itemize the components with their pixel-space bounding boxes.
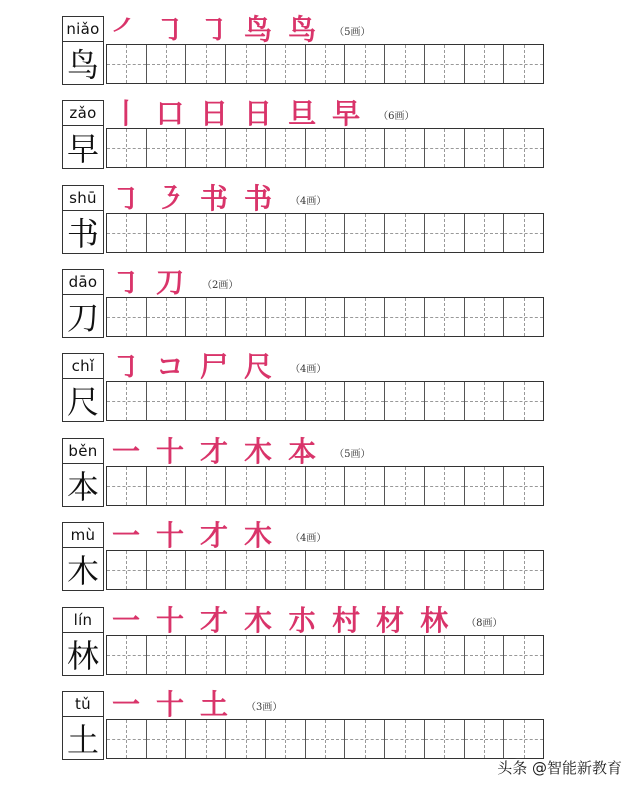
practice-cell[interactable] [465,298,505,336]
practice-cell[interactable] [186,720,226,758]
practice-cell[interactable] [465,129,505,167]
practice-cell[interactable] [266,298,306,336]
character-row [0,181,640,263]
pinyin-label: niǎo [62,16,104,42]
practice-cell[interactable] [425,214,465,252]
practice-cell[interactable] [345,636,385,674]
practice-cell[interactable] [504,636,543,674]
stroke-step: 尸 [200,350,229,383]
practice-cell[interactable] [504,720,543,758]
practice-cell[interactable] [186,382,226,420]
stroke-step: ㇆ [156,13,185,46]
practice-cell[interactable] [465,214,505,252]
practice-cell[interactable] [147,45,187,83]
practice-cell[interactable] [107,298,147,336]
stroke-step: ㇆ [200,13,229,46]
practice-cell[interactable] [186,129,226,167]
stroke-step: 一 [112,604,141,637]
practice-cell[interactable] [147,298,187,336]
practice-cell[interactable] [345,129,385,167]
practice-cell[interactable] [226,45,266,83]
character-label: 本 [62,463,104,507]
character-row [0,265,640,347]
practice-cell[interactable] [306,720,346,758]
stroke-step: 林 [420,604,449,637]
stroke-step: ㇋ [156,182,185,215]
practice-cell[interactable] [465,551,505,589]
practice-cell[interactable] [306,636,346,674]
practice-cell[interactable] [266,636,306,674]
stroke-step: 一 [112,688,141,721]
character-row [0,434,640,516]
practice-cell[interactable] [226,467,266,505]
practice-cell[interactable] [147,636,187,674]
stroke-step: 刀 [156,266,185,299]
practice-cell[interactable] [306,382,346,420]
practice-cell[interactable] [345,551,385,589]
practice-cell[interactable] [306,551,346,589]
character-label: 尺 [62,378,104,422]
practice-cell[interactable] [107,129,147,167]
practice-cell[interactable] [425,720,465,758]
character-row [0,518,640,600]
practice-cell[interactable] [266,382,306,420]
practice-cell[interactable] [504,467,543,505]
stroke-step: 木 [244,435,273,468]
stroke-order [112,605,503,637]
character-row [0,12,640,94]
stroke-step: 早 [332,97,361,130]
practice-cell[interactable] [385,467,425,505]
character-row [0,603,640,685]
practice-cell[interactable] [504,45,543,83]
pinyin-label: zǎo [62,100,104,126]
practice-cell[interactable] [147,382,187,420]
stroke-count: （5画） [334,448,371,460]
character-row [0,96,640,178]
stroke-order [112,351,326,383]
practice-grid [106,550,544,590]
stroke-order [112,436,370,468]
stroke-count: （6画） [378,110,415,122]
practice-cell[interactable] [385,551,425,589]
practice-cell[interactable] [345,214,385,252]
practice-cell[interactable] [504,382,543,420]
practice-cell[interactable] [504,551,543,589]
practice-cell[interactable] [147,551,187,589]
practice-cell[interactable] [266,720,306,758]
character-label: 林 [62,632,104,676]
practice-cell[interactable] [425,467,465,505]
practice-cell[interactable] [385,298,425,336]
stroke-step: ㇆ [112,350,141,383]
practice-cell[interactable] [147,129,187,167]
stroke-step: 尺 [244,350,273,383]
stroke-count: （8画） [466,617,503,629]
practice-cell[interactable] [385,636,425,674]
practice-grid [106,381,544,421]
practice-cell[interactable] [425,298,465,336]
practice-cell[interactable] [465,467,505,505]
stroke-step: 朩 [288,604,317,637]
practice-cell[interactable] [266,45,306,83]
practice-cell[interactable] [107,720,147,758]
practice-cell[interactable] [226,720,266,758]
practice-cell[interactable] [425,45,465,83]
practice-grid [106,213,544,253]
stroke-step: 鸟 [288,13,317,46]
practice-cell[interactable] [186,551,226,589]
stroke-step: ㇒ [112,13,141,46]
practice-cell[interactable] [425,551,465,589]
practice-grid [106,635,544,675]
practice-cell[interactable] [306,467,346,505]
stroke-count: （4画） [290,195,327,207]
character-label: 刀 [62,294,104,338]
practice-grid [106,44,544,84]
stroke-order [112,14,370,46]
practice-grid [106,297,544,337]
practice-cell[interactable] [107,551,147,589]
stroke-step: 一 [112,435,141,468]
practice-cell[interactable] [504,214,543,252]
practice-cell[interactable] [385,214,425,252]
practice-cell[interactable] [186,214,226,252]
practice-cell[interactable] [107,382,147,420]
stroke-count: （4画） [290,532,327,544]
character-label: 土 [62,716,104,760]
stroke-order [112,520,326,552]
character-label: 鸟 [62,41,104,85]
pinyin-label: chǐ [62,353,104,379]
practice-cell[interactable] [186,298,226,336]
character-label: 书 [62,210,104,254]
practice-cell[interactable] [226,214,266,252]
practice-cell[interactable] [107,214,147,252]
stroke-step: 木 [244,604,273,637]
practice-cell[interactable] [226,382,266,420]
practice-cell[interactable] [107,467,147,505]
practice-cell[interactable] [425,636,465,674]
practice-cell[interactable] [186,467,226,505]
stroke-order [112,689,282,721]
practice-cell[interactable] [266,129,306,167]
practice-cell[interactable] [425,382,465,420]
practice-cell[interactable] [147,214,187,252]
character-label: 木 [62,547,104,591]
practice-cell[interactable] [504,298,543,336]
practice-cell[interactable] [226,551,266,589]
stroke-count: （5画） [334,26,371,38]
practice-cell[interactable] [425,129,465,167]
practice-cell[interactable] [107,45,147,83]
stroke-step: 村 [332,604,361,637]
stroke-step: ㇆ [112,266,141,299]
character-row [0,349,640,431]
stroke-step: 十 [156,519,185,552]
pinyin-label: shū [62,185,104,211]
practice-cell[interactable] [465,636,505,674]
practice-cell[interactable] [306,45,346,83]
practice-cell[interactable] [345,382,385,420]
stroke-step: 一 [112,519,141,552]
stroke-step: 十 [156,688,185,721]
stroke-order [112,267,238,299]
pinyin-label: tǔ [62,691,104,717]
practice-grid [106,128,544,168]
pinyin-label: lín [62,607,104,633]
stroke-step: 才 [200,604,229,637]
stroke-count: （2画） [202,279,239,291]
practice-cell[interactable] [226,636,266,674]
stroke-step: コ [156,350,185,383]
practice-cell[interactable] [465,382,505,420]
stroke-step: 土 [200,688,229,721]
stroke-step: 十 [156,435,185,468]
practice-cell[interactable] [465,45,505,83]
practice-cell[interactable] [226,298,266,336]
pinyin-label: mù [62,522,104,548]
stroke-step: 丨 [112,97,141,130]
stroke-count: （4画） [290,363,327,375]
character-label: 早 [62,125,104,169]
practice-cell[interactable] [385,45,425,83]
stroke-step: 日 [200,97,229,130]
practice-cell[interactable] [385,720,425,758]
practice-cell[interactable] [306,214,346,252]
practice-cell[interactable] [306,129,346,167]
practice-cell[interactable] [345,45,385,83]
practice-cell[interactable] [186,45,226,83]
stroke-step: 十 [156,604,185,637]
practice-cell[interactable] [266,551,306,589]
practice-cell[interactable] [345,720,385,758]
practice-cell[interactable] [385,382,425,420]
stroke-step: 木 [244,519,273,552]
practice-cell[interactable] [385,129,425,167]
stroke-step: 口 [156,97,185,130]
stroke-step: 书 [200,182,229,215]
practice-cell[interactable] [147,720,187,758]
stroke-step: 才 [200,435,229,468]
practice-cell[interactable] [345,298,385,336]
watermark: 头条 @智能新教育 [497,759,622,777]
pinyin-label: dāo [62,269,104,295]
practice-cell[interactable] [186,636,226,674]
practice-cell[interactable] [306,298,346,336]
practice-cell[interactable] [107,636,147,674]
practice-cell[interactable] [266,467,306,505]
practice-cell[interactable] [504,129,543,167]
stroke-step: 日 [244,97,273,130]
practice-cell[interactable] [226,129,266,167]
practice-cell[interactable] [266,214,306,252]
practice-grid [106,719,544,759]
stroke-order [112,183,326,215]
stroke-step: 本 [288,435,317,468]
pinyin-label: běn [62,438,104,464]
stroke-step: ㇆ [112,182,141,215]
stroke-step: 材 [376,604,405,637]
practice-cell[interactable] [465,720,505,758]
stroke-step: 鸟 [244,13,273,46]
stroke-step: 才 [200,519,229,552]
practice-cell[interactable] [345,467,385,505]
stroke-count: （3画） [246,701,283,713]
stroke-order [112,98,414,130]
practice-grid [106,466,544,506]
stroke-step: 书 [244,182,273,215]
stroke-step: 旦 [288,97,317,130]
practice-cell[interactable] [147,467,187,505]
